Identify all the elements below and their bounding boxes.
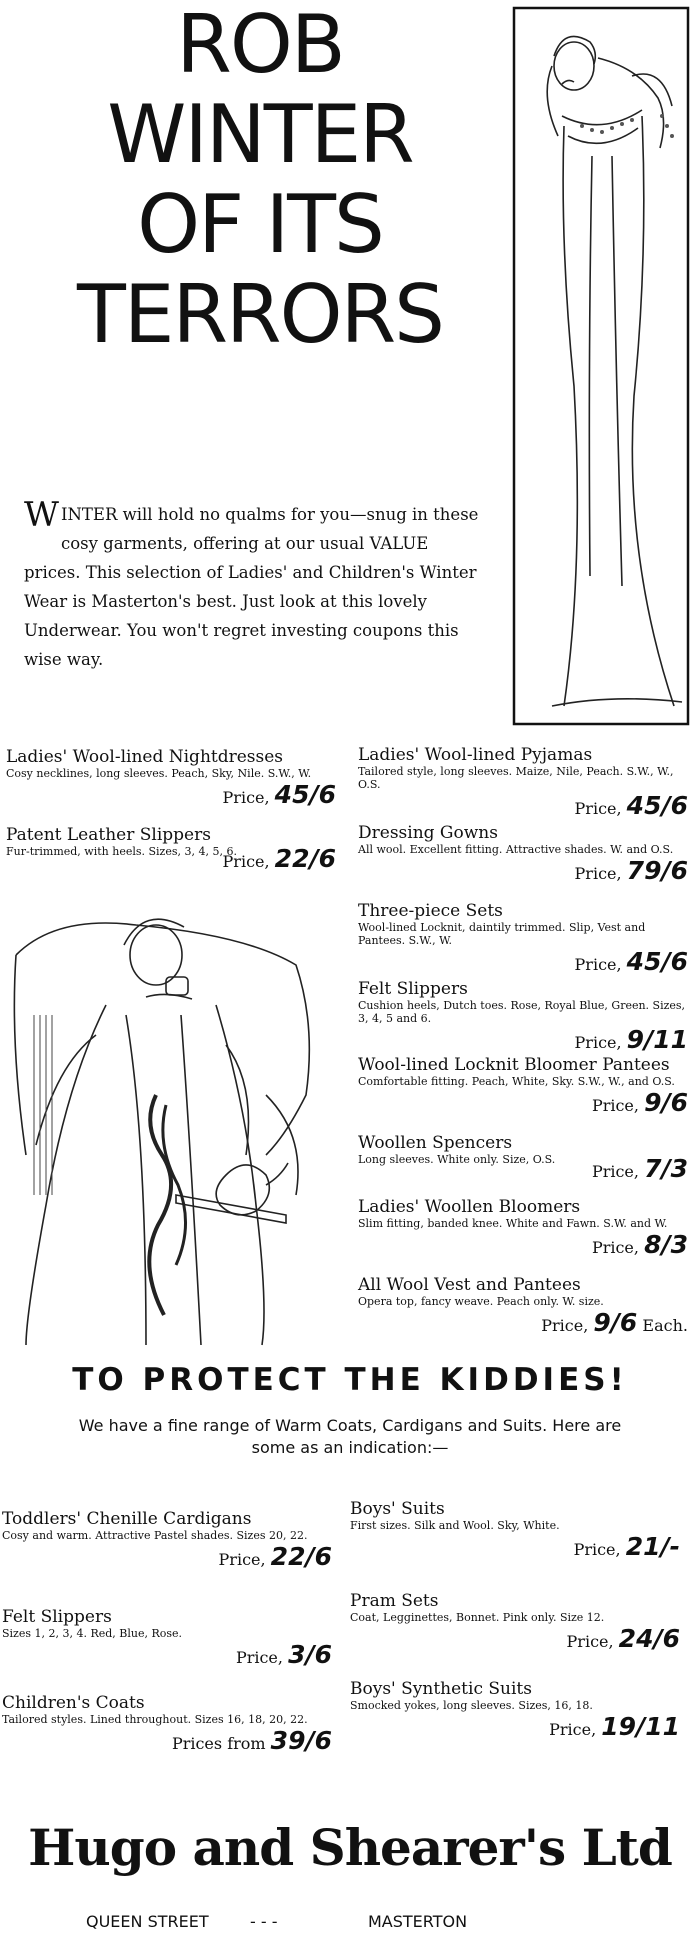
price-label: Price, xyxy=(549,1720,597,1739)
item-name: Patent Leather Slippers xyxy=(6,825,211,845)
price-value: 45/6 xyxy=(274,780,336,809)
dressing-gown-illustration xyxy=(6,895,326,1355)
item-desc: Tailored styles. Lined throughout. Sizes 16, 18, 20, 22. xyxy=(2,1713,308,1726)
item-price-row xyxy=(6,780,336,813)
item-name: Toddlers' Chenille Cardigans xyxy=(2,1509,252,1529)
list-item xyxy=(6,748,336,813)
list-item xyxy=(358,902,688,980)
price-label: Price, xyxy=(222,788,270,807)
price-value: 79/6 xyxy=(626,856,688,885)
item-price-row xyxy=(350,1712,680,1745)
item-desc: Wool-lined Locknit, daintily trimmed. Slip, Vest and Pantees. S.W., W. xyxy=(358,921,646,947)
item-name: Dressing Gowns xyxy=(358,823,498,843)
headline-line: OF ITS xyxy=(137,178,383,271)
list-item xyxy=(358,1056,688,1121)
price-value: 24/6 xyxy=(618,1624,680,1653)
price-value: 45/6 xyxy=(626,791,688,820)
item-desc: Sizes 1, 2, 3, 4. Red, Blue, Rose. xyxy=(2,1627,183,1640)
price-value: 21/- xyxy=(625,1532,680,1561)
item-desc: Smocked yokes, long sleeves. Sizes, 16, 18. xyxy=(350,1699,593,1712)
item-price-row xyxy=(358,1025,688,1058)
price-label: Price, xyxy=(541,1316,589,1335)
item-name: Boys' Suits xyxy=(350,1499,445,1519)
item-name: Three-piece Sets xyxy=(358,901,503,921)
item-desc: Slim fitting, banded knee. White and Fawn. S.W. and W. xyxy=(358,1217,668,1230)
price-label: Price, xyxy=(222,852,270,871)
item-desc: Comfortable fitting. Peach, White, Sky. S.W., W., and O.S. xyxy=(358,1075,675,1088)
list-item xyxy=(358,980,688,1058)
price-value: 45/6 xyxy=(626,947,688,976)
list-item xyxy=(2,1694,332,1759)
price-label: Price, xyxy=(574,864,622,883)
headline xyxy=(40,0,480,360)
intro-text: INTER will hold no qualms for you—snug in these cosy garments, offering at our usual VALUE prices. This selection of Ladies' and Children's Winter Wear is Masterton's best. Just look at this lovely Underwear. You won't regret investing coupons this wise way. xyxy=(24,505,479,669)
item-price-row xyxy=(350,1624,680,1657)
price-value: 22/6 xyxy=(274,844,336,873)
list-item xyxy=(358,746,688,824)
price-value: 19/11 xyxy=(601,1712,680,1741)
list-item xyxy=(350,1592,680,1657)
intro-paragraph xyxy=(24,495,479,674)
item-name: Wool-lined Locknit Bloomer Pantees xyxy=(358,1055,670,1075)
item-name: Pram Sets xyxy=(350,1591,439,1611)
price-label: Price, xyxy=(218,1550,266,1569)
list-item xyxy=(358,1198,688,1263)
item-name: Ladies' Woollen Bloomers xyxy=(358,1197,581,1217)
item-price-row xyxy=(358,1088,688,1121)
list-item xyxy=(2,1510,332,1575)
item-price-row xyxy=(2,1640,332,1673)
item-name: Ladies' Wool-lined Nightdresses xyxy=(6,747,284,767)
price-label: Price, xyxy=(573,1540,621,1559)
list-item xyxy=(6,826,336,877)
item-desc: Cosy necklines, long sleeves. Peach, Sky, Nile. S.W., W. xyxy=(6,767,312,780)
price-label: Prices from xyxy=(171,1734,266,1753)
item-price-row xyxy=(2,1542,332,1575)
item-desc: All wool. Excellent fitting. Attractive shades. W. and O.S. xyxy=(358,843,674,856)
price-value: 8/3 xyxy=(644,1230,688,1259)
list-item xyxy=(358,1276,688,1341)
headline-line: WINTER xyxy=(107,88,413,181)
price-value: 9/6 xyxy=(644,1088,688,1117)
price-value: 9/6 xyxy=(593,1308,638,1337)
item-desc: First sizes. Silk and Wool. Sky, White. xyxy=(350,1519,560,1532)
price-label: Price, xyxy=(566,1632,614,1651)
headline-line: ROB xyxy=(176,0,344,91)
price-label: Price, xyxy=(591,1238,639,1257)
headline-line: TERRORS xyxy=(77,268,443,361)
item-desc: Cushion heels, Dutch toes. Rose, Royal Blue, Green. Sizes, 3, 4, 5 and 6. xyxy=(358,999,686,1025)
price-label: Price, xyxy=(235,1648,283,1667)
item-price-row xyxy=(358,856,688,889)
item-price-row xyxy=(358,1230,688,1263)
price-value: 3/6 xyxy=(288,1640,332,1669)
address-town: MASTERTON xyxy=(368,1912,468,1931)
item-desc: Cosy and warm. Attractive Pastel shades. Sizes 20, 22. xyxy=(2,1529,308,1542)
list-item xyxy=(350,1680,680,1745)
item-name: Boys' Synthetic Suits xyxy=(350,1679,532,1699)
item-desc: Coat, Legginettes, Bonnet. Pink only. Size 12. xyxy=(350,1611,605,1624)
item-name: Woollen Spencers xyxy=(358,1133,513,1153)
item-price-row xyxy=(2,1726,332,1759)
list-item xyxy=(358,1134,688,1187)
list-item xyxy=(358,824,688,889)
price-label: Price, xyxy=(574,955,622,974)
price-value: 22/6 xyxy=(270,1542,332,1571)
item-name: All Wool Vest and Pantees xyxy=(358,1275,581,1295)
list-item xyxy=(350,1500,680,1565)
item-price-row xyxy=(350,1532,680,1565)
item-desc: Long sleeves. White only. Size, O.S. xyxy=(358,1153,556,1166)
address-street: QUEEN STREET xyxy=(86,1912,209,1931)
store-name: Hugo and Shearer's Ltd xyxy=(28,1818,672,1877)
item-name: Ladies' Wool-lined Pyjamas xyxy=(358,745,593,765)
list-item xyxy=(2,1608,332,1673)
item-desc: Fur-trimmed, with heels. Sizes, 3, 4, 5, 6. xyxy=(6,845,237,858)
address-dashes: - - - xyxy=(250,1912,278,1931)
item-name: Felt Slippers xyxy=(2,1607,112,1627)
kiddies-heading: TO PROTECT THE KIDDIES! xyxy=(72,1362,628,1398)
item-desc: Tailored style, long sleeves. Maize, Nile, Peach. S.W., W., O.S. xyxy=(358,765,674,791)
item-price-row xyxy=(358,1308,688,1341)
price-label: Price, xyxy=(591,1162,639,1181)
price-label: Price, xyxy=(591,1096,639,1115)
price-value: 9/11 xyxy=(626,1025,688,1054)
item-name: Felt Slippers xyxy=(358,979,468,999)
price-value: 39/6 xyxy=(270,1726,332,1755)
item-desc: Opera top, fancy weave. Peach only. W. size. xyxy=(358,1295,604,1308)
price-label: Price, xyxy=(574,799,622,818)
item-price-row xyxy=(358,947,688,980)
item-name: Children's Coats xyxy=(2,1693,145,1713)
intro-dropcap: W xyxy=(24,495,59,535)
kiddies-intro: We have a fine range of Warm Coats, Cardigans and Suits. Here are some as an indication:— xyxy=(78,1416,622,1457)
price-label: Price, xyxy=(574,1033,622,1052)
price-value: 7/3 xyxy=(644,1154,688,1183)
price-suffix: Each. xyxy=(642,1316,688,1335)
nightgown-illustration xyxy=(512,6,690,726)
item-price-row xyxy=(358,791,688,824)
